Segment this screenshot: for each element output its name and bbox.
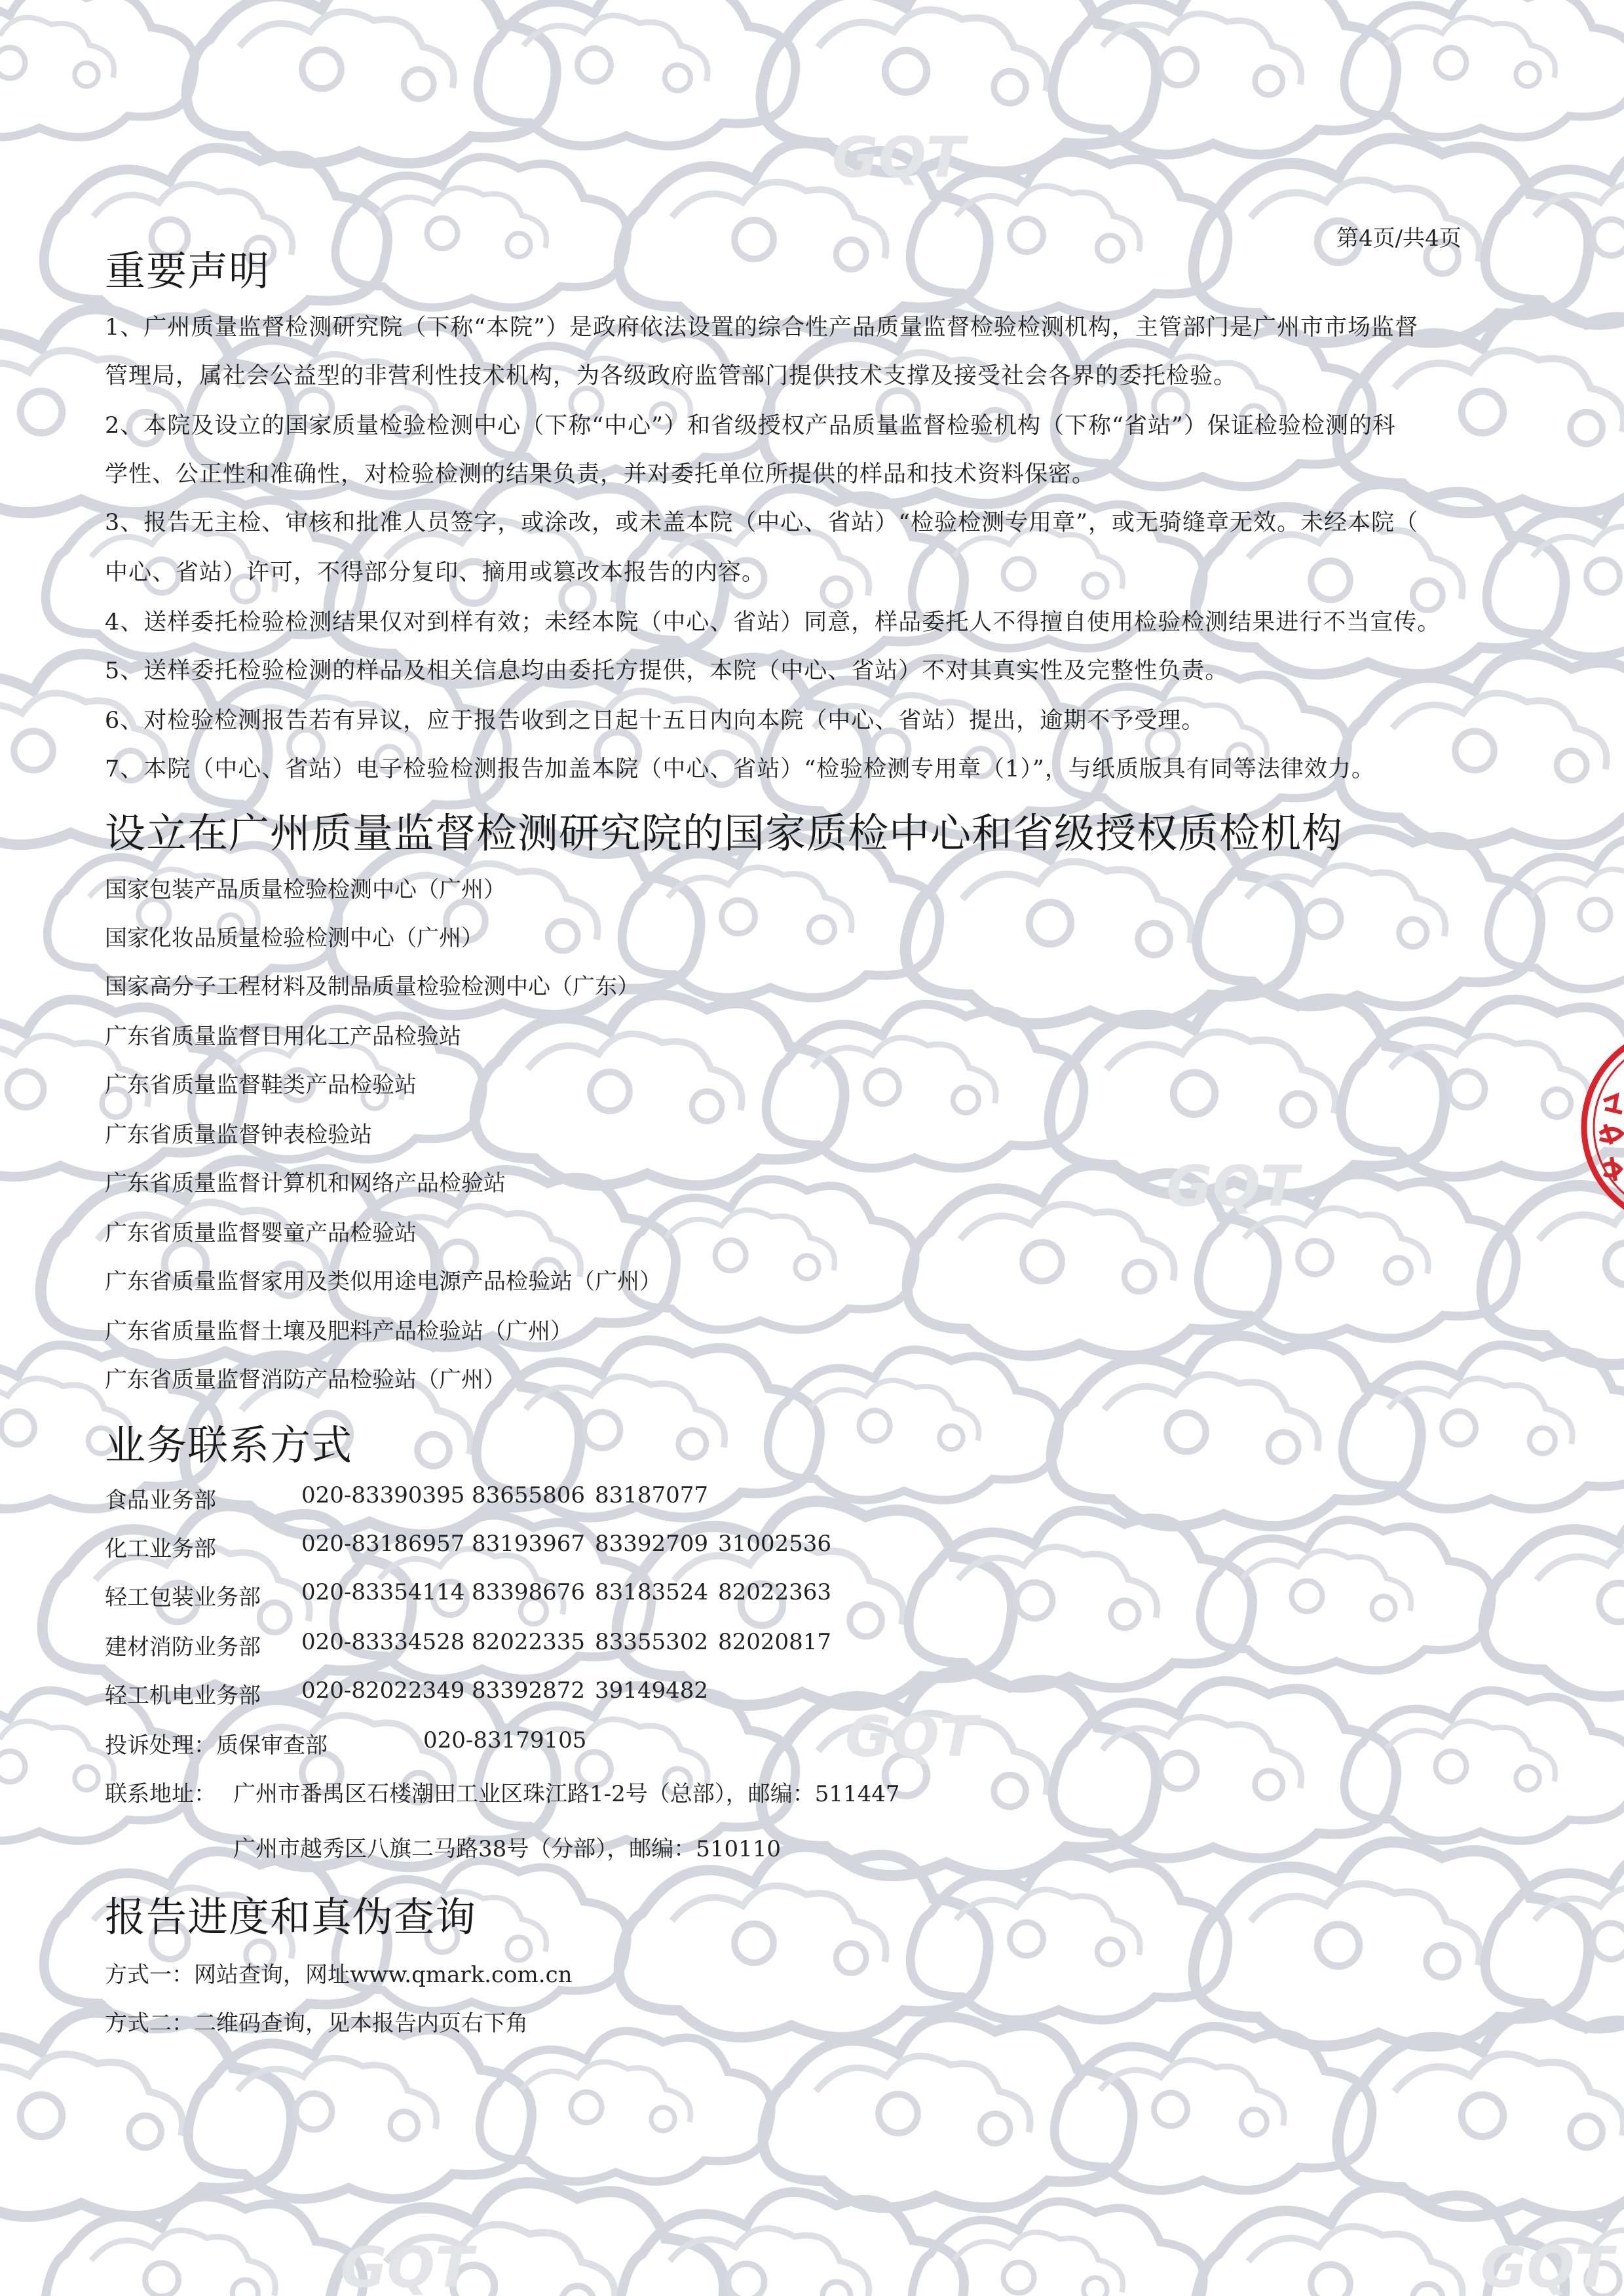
complaint-phone: 020-83179105 bbox=[423, 1727, 587, 1753]
department-name: 轻工机电业务部 bbox=[105, 1683, 261, 1709]
address-branch: 广州市越秀区八旗二马路38号（分部），邮编：510110 bbox=[233, 1836, 782, 1862]
department-phone: 020-83334528 bbox=[301, 1629, 465, 1655]
department-phone: 83655806 bbox=[472, 1482, 586, 1508]
declaration-line: 2、本院及设立的国家质量检验检测中心（下称“中心”）和省级授权产品质量监督检验机构（下称“省站”）保证检验检测的科 bbox=[105, 413, 1396, 439]
center-item: 广东省质量监督钟表检验站 bbox=[105, 1122, 372, 1148]
seal-stamp bbox=[1571, 1022, 1624, 1232]
department-phone: 020-82022349 bbox=[301, 1677, 465, 1704]
page-number: 第4页/共4页 bbox=[1336, 225, 1462, 252]
department-name: 食品业务部 bbox=[105, 1487, 216, 1514]
query-method-qrcode: 方式二：二维码查询，见本报告内页右下角 bbox=[105, 2010, 528, 2037]
declaration-line: 中心、省站）许可，不得部分复印、摘用或篡改本报告的内容。 bbox=[105, 560, 766, 586]
department-name: 轻工包装业务部 bbox=[105, 1584, 261, 1611]
center-item: 广东省质量监督日用化工产品检验站 bbox=[105, 1024, 461, 1050]
department-phone: 83398676 bbox=[472, 1579, 586, 1605]
department-phone: 020-83186957 bbox=[301, 1531, 465, 1557]
declaration-line: 7、本院（中心、省站）电子检验检测报告加盖本院（中心、省站）“检验检测专用章（1）”，与纸质版具有同等法律效力。 bbox=[105, 756, 1375, 782]
gqt-watermark: GQT bbox=[341, 2235, 474, 2296]
center-item: 广东省质量监督消防产品检验站（广州） bbox=[105, 1367, 506, 1393]
department-phone: 83183524 bbox=[595, 1579, 709, 1605]
department-phone: 39149482 bbox=[595, 1677, 709, 1704]
declaration-title: 重要声明 bbox=[105, 247, 271, 295]
gqt-watermark: GQT bbox=[1166, 1154, 1299, 1219]
department-phone: 82022335 bbox=[472, 1629, 586, 1655]
department-name: 建材消防业务部 bbox=[105, 1634, 261, 1660]
address-label: 联系地址： bbox=[105, 1781, 216, 1807]
center-item: 广东省质量监督家用及类似用途电源产品检验站（广州） bbox=[105, 1269, 662, 1295]
declaration-line: 6、对检验检测报告若有异议，应于报告收到之日起十五日内向本院（中心、省站）提出，逾期不予受理。 bbox=[105, 708, 1205, 734]
gqt-watermark: GQT bbox=[845, 1704, 978, 1770]
declaration-line: 1、广州质量监督检测研究院（下称“本院”）是政府依法设置的综合性产品质量监督检验检测机构，主管部门是广州市市场监督 bbox=[105, 315, 1419, 341]
department-phone: 020-83354114 bbox=[301, 1579, 465, 1605]
centers-title: 设立在广州质量监督检测研究院的国家质检中心和省级授权质检机构 bbox=[105, 809, 1344, 857]
center-item: 国家包装产品质量检验检测中心（广州） bbox=[105, 877, 506, 903]
query-title: 报告进度和真伪查询 bbox=[105, 1893, 477, 1941]
center-item: 广东省质量监督土壤及肥料产品检验站（广州） bbox=[105, 1318, 573, 1345]
contact-title: 业务联系方式 bbox=[105, 1421, 353, 1469]
department-phone: 83392872 bbox=[472, 1677, 586, 1704]
department-phone: 31002536 bbox=[718, 1531, 832, 1557]
declaration-line: 4、送样委托检验检测结果仅对到样有效；未经本院（中心、省站）同意，样品委托人不得擅自使用检验检测结果进行不当宣传。 bbox=[105, 609, 1441, 636]
gqt-watermark: GQT bbox=[832, 125, 965, 191]
center-item: 国家化妆品质量检验检测中心（广州） bbox=[105, 925, 483, 951]
center-item: 广东省质量监督婴童产品检验站 bbox=[105, 1220, 417, 1246]
department-phone: 83392709 bbox=[595, 1531, 709, 1557]
department-phone: 83355302 bbox=[595, 1629, 709, 1655]
center-item: 广东省质量监督计算机和网络产品检验站 bbox=[105, 1170, 506, 1196]
center-item: 国家高分子工程材料及制品质量检验检测中心（广东） bbox=[105, 974, 639, 1000]
declaration-line: 学性、公正性和准确性，对检验检测的结果负责，并对委托单位所提供的样品和技术资料保密。 bbox=[105, 461, 1096, 488]
department-phone: 83193967 bbox=[472, 1531, 586, 1557]
center-item: 广东省质量监督鞋类产品检验站 bbox=[105, 1072, 417, 1098]
department-phone: 020-83390395 bbox=[301, 1482, 465, 1508]
department-phone: 83187077 bbox=[595, 1482, 709, 1508]
declaration-line: 5、送样委托检验检测的样品及相关信息均由委托方提供，本院（中心、省站）不对其真实性及完整性负责。 bbox=[105, 658, 1229, 684]
query-method-website: 方式一：网站查询，网址www.qmark.com.cn bbox=[105, 1962, 573, 1988]
gqt-watermark: GQT bbox=[1481, 2235, 1614, 2296]
declaration-line: 管理局，属社会公益型的非营利性技术机构，为各级政府监管部门提供技术支撑及接受社会各界的委托检验。 bbox=[105, 363, 1237, 389]
department-phone: 82020817 bbox=[718, 1629, 832, 1655]
complaint-label: 投诉处理：质保审查部 bbox=[105, 1732, 328, 1759]
department-phone: 82022363 bbox=[718, 1579, 832, 1605]
department-name: 化工业务部 bbox=[105, 1536, 216, 1562]
declaration-line: 3、报告无主检、审核和批准人员签字，或涂改，或未盖本院（中心、省站）“检验检测专用章”，或无骑缝章无效。未经本院（ bbox=[105, 510, 1419, 536]
address-headquarters: 广州市番禺区石楼潮田工业区珠江路1-2号（总部），邮编：511447 bbox=[233, 1781, 900, 1807]
